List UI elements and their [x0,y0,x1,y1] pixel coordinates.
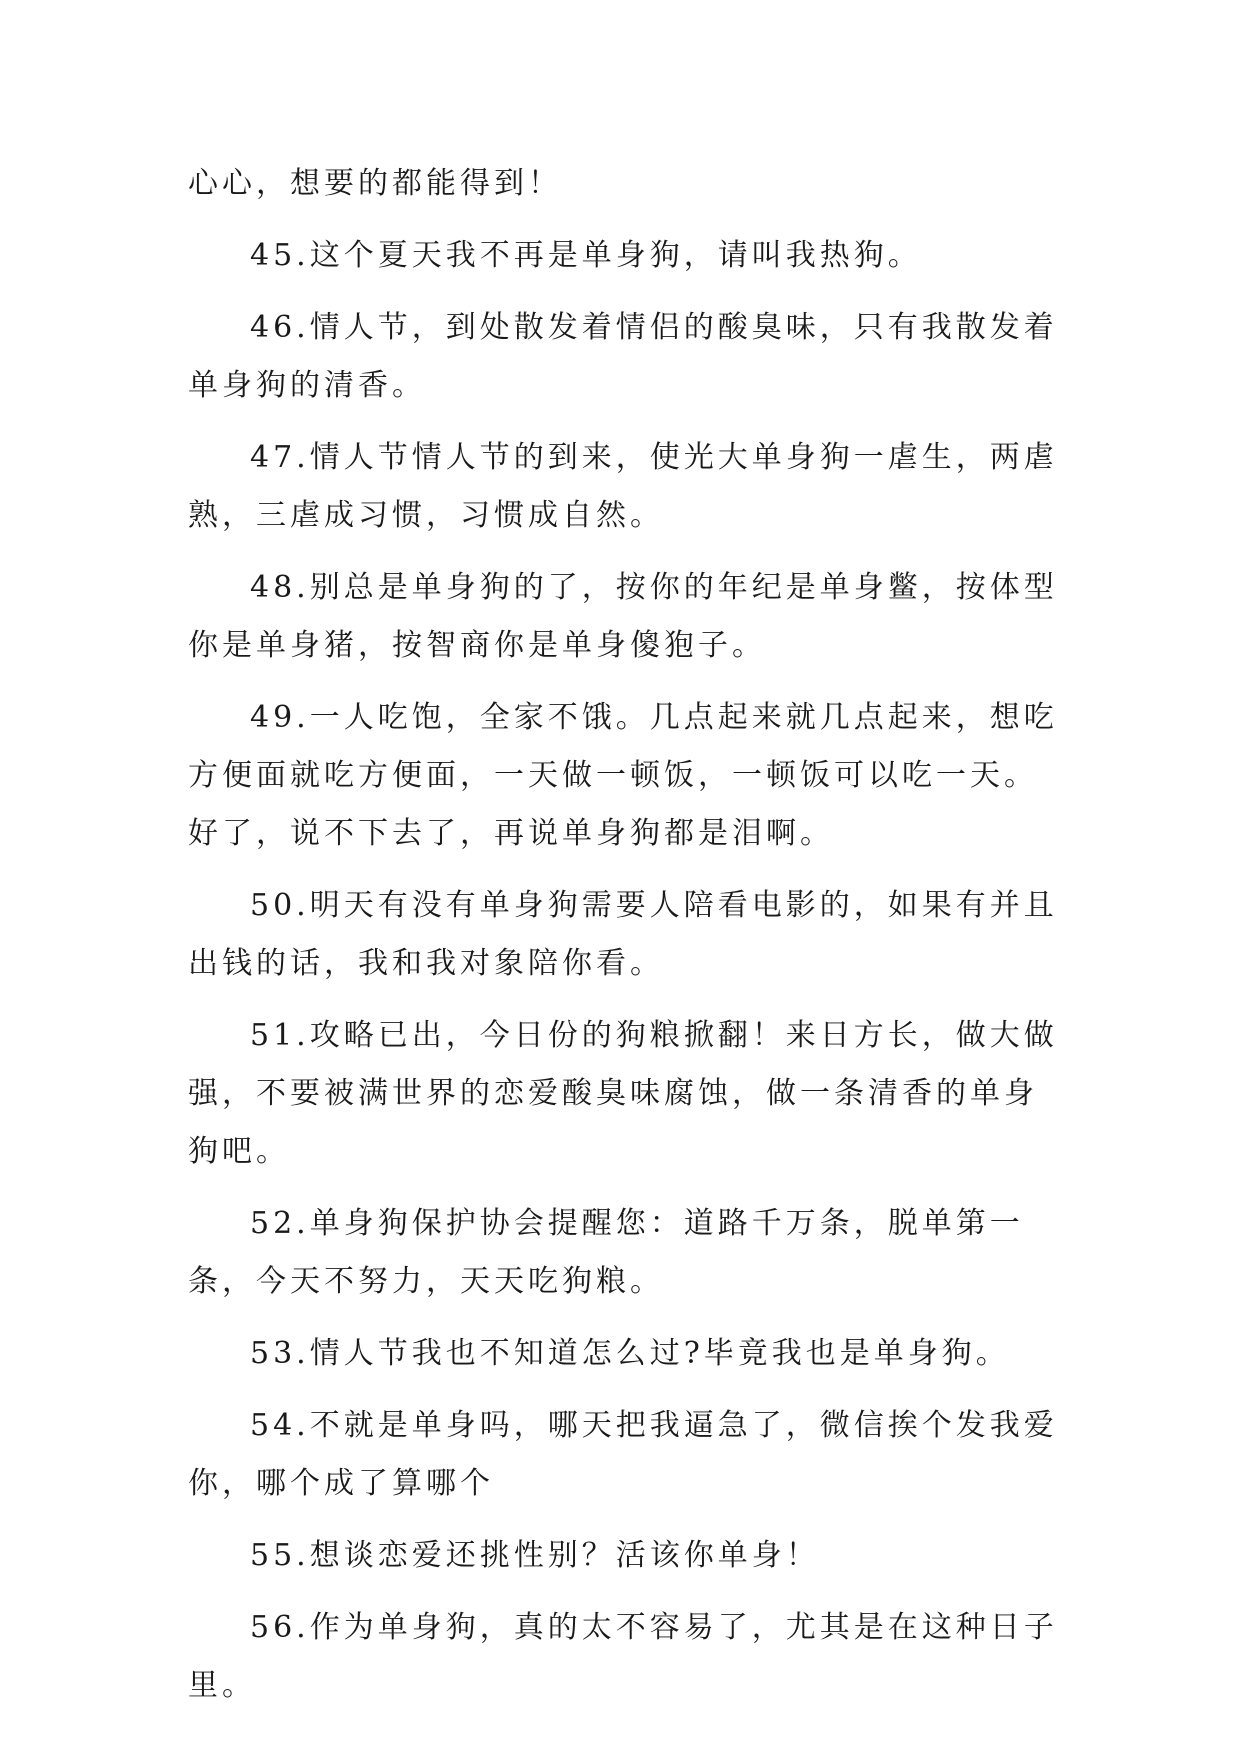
paragraph-item-47: 47.情人节情人节的到来，使光大单身狗一虐生，两虐熟，三虐成习惯，习惯成自然。 [188,440,1058,533]
document-body [188,155,1068,1729]
paragraph-item-53: 53.情人节我也不知道怎么过?毕竟我也是单身狗。 [250,1336,1010,1371]
paragraph-item-46: 46.情人节，到处散发着情侣的酸臭味，只有我散发着单身狗的清香。 [188,310,1058,403]
paragraph-item-52: 52.单身狗保护协会提醒您：道路千万条，脱单第一条，今天不努力，天天吃狗粮。 [188,1206,1024,1299]
paragraph-item-49: 49.一人吃饱，全家不饿。几点起来就几点起来，想吃方便面就吃方便面，一天做一顿饭，一顿饭可以吃一天。好了，说不下去了，再说单身狗都是泪啊。 [188,700,1058,851]
paragraph-continued: 心心，想要的都能得到！ [188,166,562,201]
paragraph-item-54: 54.不就是单身吗，哪天把我逼急了，微信挨个发我爱你，哪个成了算哪个 [188,1408,1058,1501]
paragraph-item-50: 50.明天有没有单身狗需要人陪看电影的，如果有并且出钱的话，我和我对象陪你看。 [188,888,1058,981]
paragraph-item-56: 56.作为单身狗，真的太不容易了，尤其是在这种日子里。 [188,1610,1058,1703]
paragraph-item-45: 45.这个夏天我不再是单身狗，请叫我热狗。 [250,238,922,273]
paragraph-item-51: 51.攻略已出，今日份的狗粮掀翻！来日方长，做大做强，不要被满世界的恋爱酸臭味腐蚀，做一条清香的单身狗吧。 [188,1018,1058,1169]
paragraph-item-55: 55.想谈恋爱还挑性别？活该你单身！ [250,1538,820,1573]
paragraph-item-48: 48.别总是单身狗的了，按你的年纪是单身鳖，按体型你是单身猪，按智商你是单身傻狍子。 [188,570,1058,663]
